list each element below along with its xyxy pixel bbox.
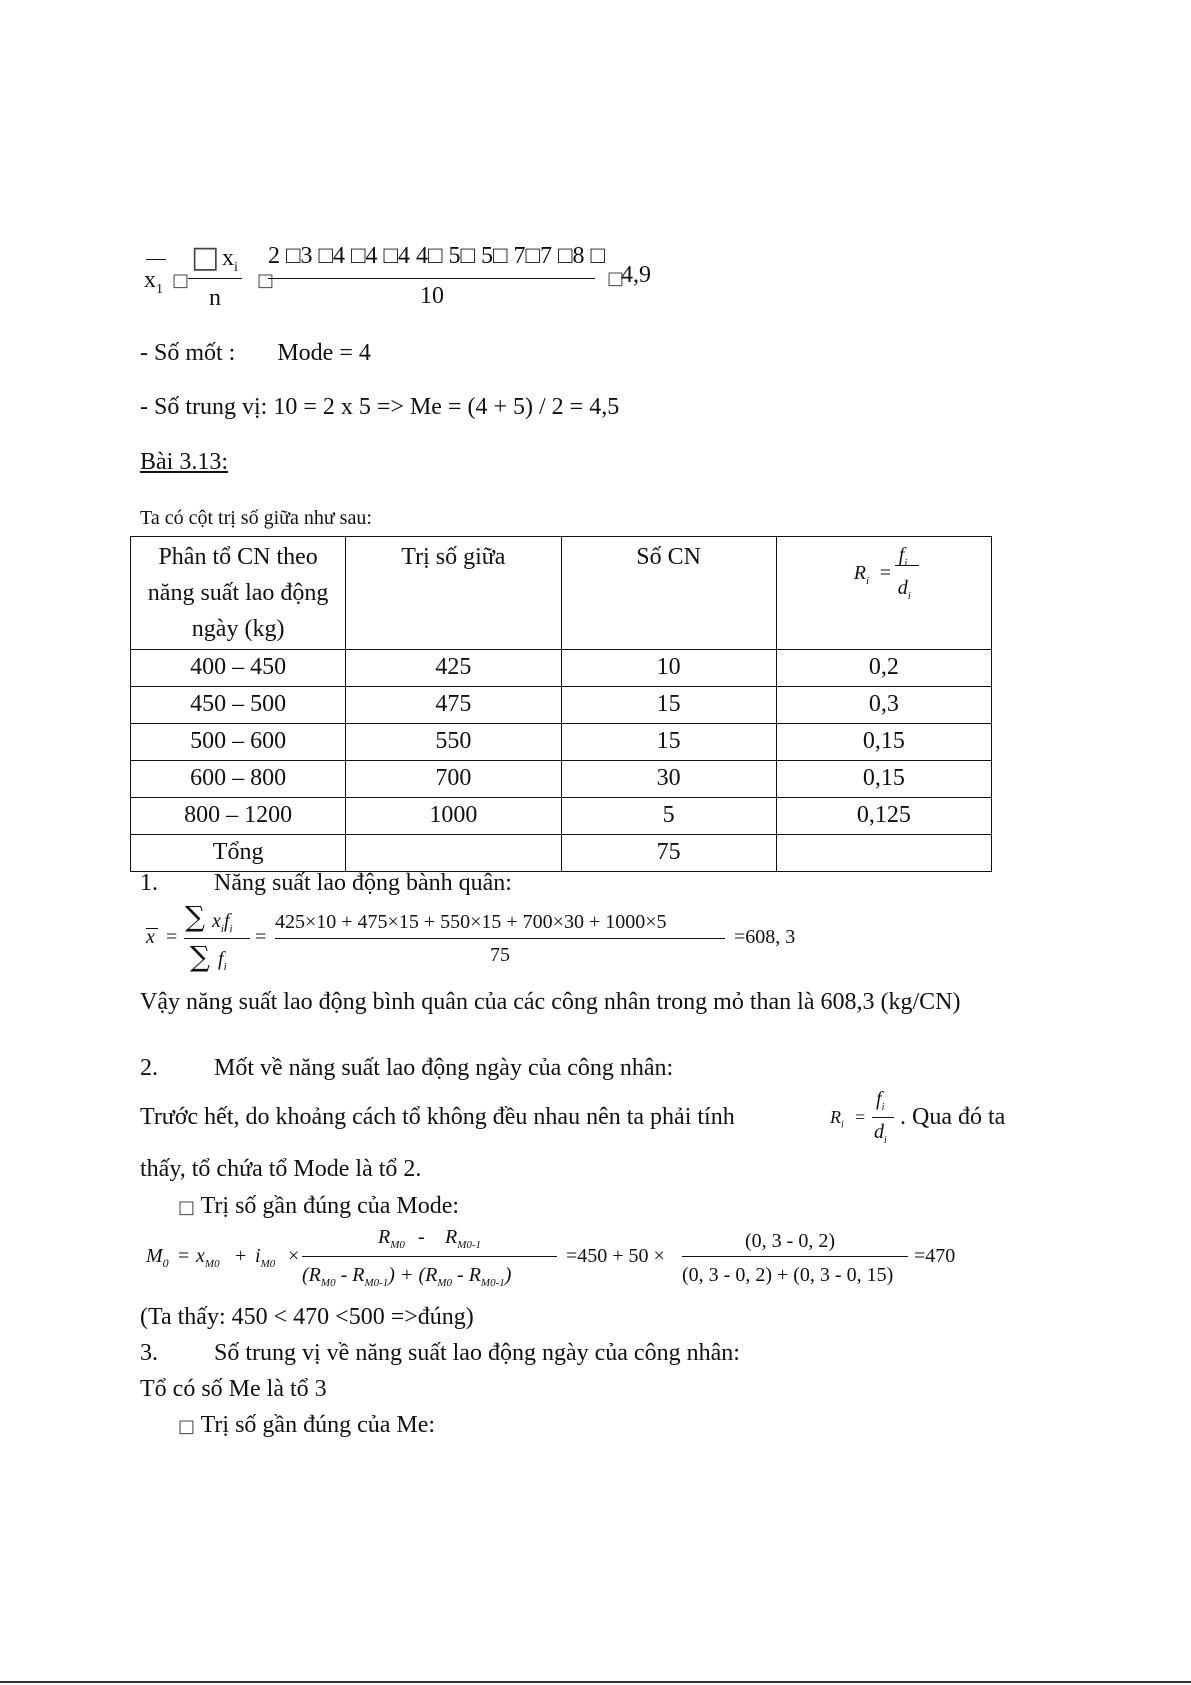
data-table (130, 536, 992, 872)
fraction-bar (188, 278, 242, 279)
ri-eq: = (855, 1107, 866, 1127)
fraction-bar (268, 278, 595, 279)
denominator-expr: $(R_{M0} - R_{M0-1}) + (R_{M0} - R_{M0-1})$ (302, 1264, 512, 1289)
page-bottom-rule (0, 1681, 1191, 1683)
xbar-symbol: $x_1$ (144, 267, 163, 297)
ri-r: $R_i$ (853, 562, 870, 587)
header-cell: Phân tổ CN theo năng suất lao động ngày (kg) (131, 537, 346, 650)
missing-glyph-box: □ (172, 270, 190, 291)
formula-denominator: 75 (490, 944, 510, 966)
mode-bullet-item (178, 1193, 459, 1220)
table-cell: 800 – 1200 (131, 798, 346, 835)
table-cell: 0,3 (776, 687, 991, 724)
table-cell: 0,125 (776, 798, 991, 835)
section-2-paragraph-line1 (140, 1104, 735, 1131)
fraction-bar (302, 1256, 557, 1257)
plus-sign: + (235, 1245, 247, 1267)
formula-result: =608, 3 (734, 926, 796, 948)
table-header-row (131, 537, 992, 650)
table-cell: 5 (561, 798, 776, 835)
bullet-text: Trị số gần đúng của Mode: (200, 1193, 460, 1219)
table-cell: 0,15 (776, 724, 991, 761)
mode-label: - Số mốt : (140, 340, 236, 366)
missing-glyph-box: □ (191, 240, 220, 275)
xbar-overline (146, 259, 166, 260)
numerator-r: $R_{M0}$ (378, 1226, 405, 1251)
section-number: 3. (140, 1340, 158, 1366)
i-term: $i_{M0}$ (255, 1245, 276, 1270)
table-cell: 0,15 (776, 761, 991, 798)
missing-glyph-box: □ (257, 270, 275, 291)
equals-sign: = (166, 926, 178, 948)
formula-numerator: 425×10 + 475×15 + 550×15 + 700×30 + 1000×5 (275, 911, 667, 933)
times-sign: × (288, 1245, 300, 1267)
sum-symbol: ∑ (190, 940, 210, 973)
intro-text: Ta có cột trị số giữa như sau: (140, 507, 372, 529)
result-value: 4,9 (621, 262, 651, 288)
median-line: - Số trung vị: 10 = 2 x 5 => Me = (4 + 5) / 2 = 4,5 (140, 394, 620, 420)
ri-bar (872, 1117, 894, 1118)
mode-check: (Ta thấy: 450 < 470 <500 =>đúng) (140, 1304, 474, 1330)
mode-line (140, 340, 371, 367)
section-2-heading (140, 1055, 673, 1082)
f-term: $f_i$ (218, 948, 227, 973)
ri-f: $f_i$ (898, 544, 908, 569)
numerator-r-prev: $R_{M0-1}$ (445, 1226, 482, 1251)
section-title: Năng suất lao động bành quân: (214, 870, 512, 896)
table-row (131, 798, 992, 835)
para-after: . Qua đó ta (900, 1104, 1006, 1130)
fraction-bar (184, 938, 250, 939)
table-cell: 400 – 450 (131, 650, 346, 687)
table-cell: 30 (561, 761, 776, 798)
table-cell: 75 (561, 835, 776, 872)
ri-d: $d_i$ (897, 577, 911, 602)
sum-symbol: ∑ (185, 900, 205, 933)
exercise-title: Bài 3.13: (140, 449, 228, 475)
table-cell (346, 835, 561, 872)
second-numerator: (0, 3 - 0, 2) (745, 1230, 835, 1252)
section-number: 1. (140, 870, 158, 896)
table-row (131, 761, 992, 798)
table-cell: 15 (561, 687, 776, 724)
fraction-bar (275, 938, 725, 939)
header-cell: Trị số giữa (346, 537, 561, 650)
table-cell: Tổng (131, 835, 346, 872)
denominator-n: n (209, 285, 221, 311)
numerator-terms: 2 □3 □4 □4 □4 4□ 5□ 5□ 7□7 □8 □ (268, 243, 605, 269)
mode-result: =470 (914, 1245, 956, 1267)
fraction-bar (682, 1256, 908, 1257)
bullet-text: Trị số gần đúng của Me: (200, 1412, 436, 1438)
x-term: $x_{M0}$ (196, 1245, 220, 1270)
table-cell: 600 – 800 (131, 761, 346, 798)
denominator-10: 10 (420, 283, 444, 309)
table-cell: 700 (346, 761, 561, 798)
table-cell: 550 (346, 724, 561, 761)
table-cell: 0,2 (776, 650, 991, 687)
section-title: Mốt về năng suất lao động ngày của công nhân: (214, 1055, 674, 1081)
equals-sign: = (255, 926, 267, 948)
mode-value: Mode = 4 (277, 340, 371, 366)
table-cell: 1000 (346, 798, 561, 835)
table-cell: 15 (561, 724, 776, 761)
xf-term: $x_if_i$ (212, 910, 233, 935)
section-number: 2. (140, 1055, 158, 1081)
ri-d: $d_i$ (874, 1121, 887, 1146)
ri-f: $f_i$ (876, 1088, 885, 1113)
table-row (131, 650, 992, 687)
median-bullet-item (178, 1412, 435, 1439)
equals-sign: = (178, 1245, 190, 1267)
section-1-conclusion: Vậy năng suất lao động bình quân của các công nhân trong mỏ than là 608,3 (kg/CN) (140, 989, 961, 1015)
bullet-glyph: □ (178, 1416, 196, 1437)
header-cell: Số CN (561, 537, 776, 650)
minus-sign: - (418, 1226, 425, 1248)
table-cell: 425 (346, 650, 561, 687)
table-row (131, 724, 992, 761)
table-cell: 475 (346, 687, 561, 724)
xbar-symbol: x (146, 926, 155, 948)
header-cell-ri (776, 537, 991, 650)
table-cell: 10 (561, 650, 776, 687)
ri-bar (895, 565, 919, 566)
missing-glyph-box: □ (607, 268, 625, 289)
m0-symbol: $M_0$ (146, 1245, 169, 1270)
second-denominator: (0, 3 - 0, 2) + (0, 3 - 0, 15) (682, 1264, 894, 1286)
table-row-total (131, 835, 992, 872)
mid-expression: =450 + 50 × (566, 1245, 665, 1267)
xi-symbol: $x_i$ (222, 245, 238, 275)
ri-r: $R_i$ (830, 1107, 844, 1131)
section-3-line: Tổ có số Me là tổ 3 (140, 1376, 327, 1402)
table-cell (776, 835, 991, 872)
section-1-heading (140, 870, 512, 897)
table-cell: 450 – 500 (131, 687, 346, 724)
section-3-heading (140, 1340, 740, 1367)
section-title: Số trung vị về năng suất lao động ngày của công nhân: (214, 1340, 740, 1366)
table-cell: 500 – 600 (131, 724, 346, 761)
bullet-glyph: □ (178, 1197, 196, 1218)
section-2-paragraph-line2: thấy, tổ chứa tổ Mode là tổ 2. (140, 1156, 422, 1182)
para-before: Trước hết, do khoảng cách tổ không đều nhau nên ta phải tính (140, 1104, 735, 1130)
ri-eq: = (879, 562, 892, 584)
table-row (131, 687, 992, 724)
